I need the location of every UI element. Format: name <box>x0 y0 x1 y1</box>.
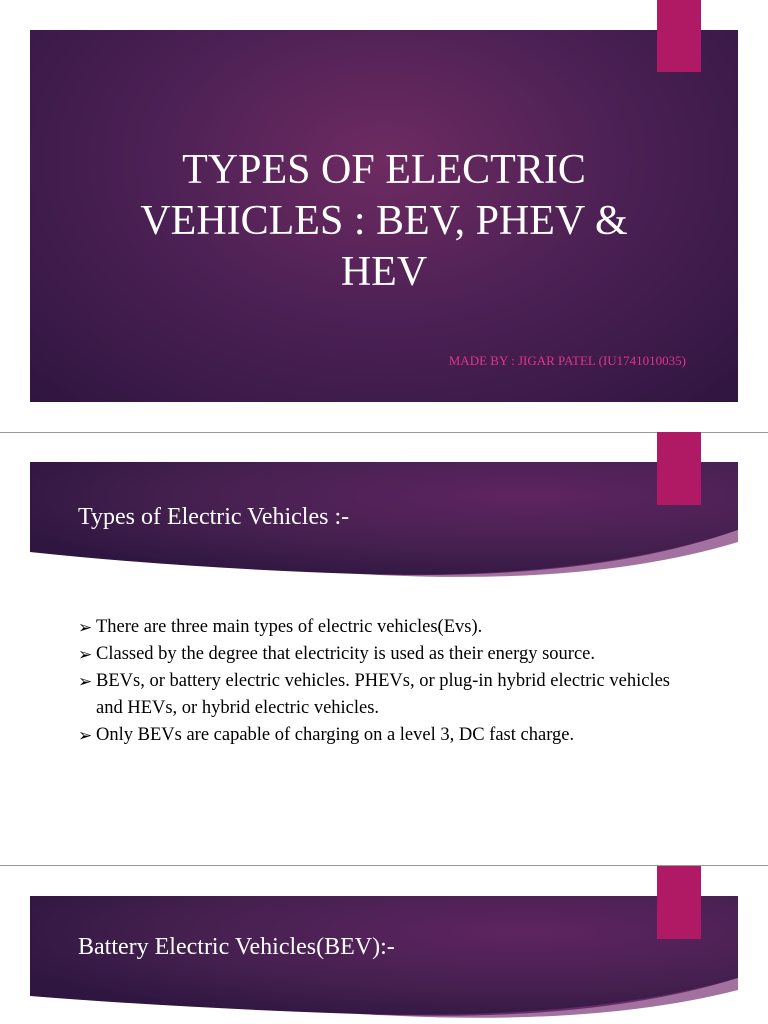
accent-tab-slide3 <box>657 866 701 939</box>
slide-separator <box>0 865 768 866</box>
arrow-bullet-icon: ➢ <box>78 726 93 745</box>
slide3-banner <box>30 896 738 1024</box>
arrow-bullet-icon: ➢ <box>78 672 93 691</box>
accent-tab-slide1 <box>657 0 701 72</box>
slide2-content <box>78 614 670 749</box>
bullet-item <box>78 668 670 722</box>
slide-separator <box>0 432 768 433</box>
bullet-item <box>78 641 670 668</box>
slide-title <box>30 145 738 298</box>
slide2-banner <box>30 462 738 577</box>
bullet-text: BEVs, or battery electric vehicles. PHEVs, or plug-in hybrid electric vehicles and HEVs, or hybrid electric vehicles. <box>96 671 670 718</box>
bullet-text: Classed by the degree that electricity is used as their energy source. <box>96 644 595 664</box>
arrow-bullet-icon: ➢ <box>78 645 93 664</box>
title-slide <box>30 30 738 402</box>
accent-tab-slide2 <box>657 432 701 505</box>
title-line-2: VEHICLES : BEV, PHEV & <box>140 198 628 244</box>
title-line-3: HEV <box>340 249 428 295</box>
bullet-item <box>78 614 670 641</box>
bullet-item <box>78 722 670 749</box>
bullet-text: Only BEVs are capable of charging on a level 3, DC fast charge. <box>96 725 575 745</box>
slide2-heading: Types of Electric Vehicles :- <box>78 504 350 530</box>
slide3-heading: Battery Electric Vehicles(BEV):- <box>78 934 395 960</box>
bullet-text: There are three main types of electric vehicles(Evs). <box>96 617 483 637</box>
title-line-1: TYPES OF ELECTRIC <box>182 147 586 193</box>
author-byline: MADE BY : JIGAR PATEL (IU1741010035) <box>448 353 686 368</box>
arrow-bullet-icon: ➢ <box>78 618 93 637</box>
